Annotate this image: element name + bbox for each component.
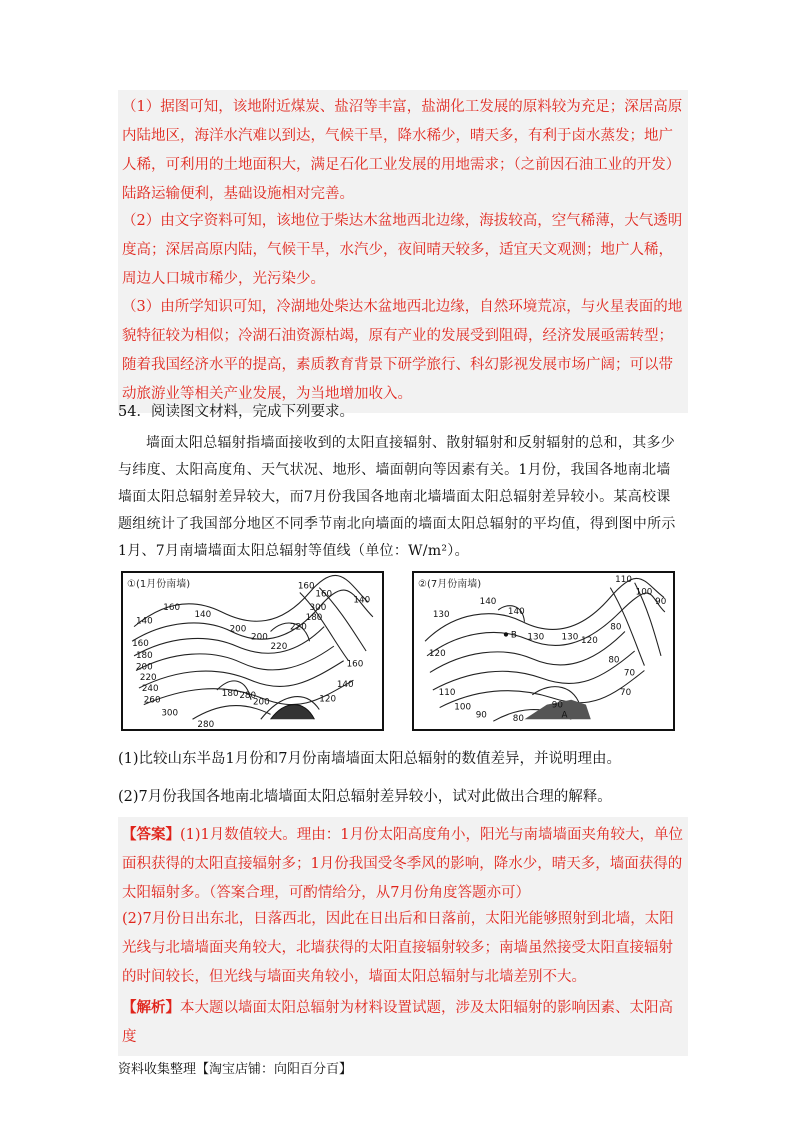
map1-label: 140 xyxy=(194,609,212,620)
map2-point-a: A xyxy=(561,710,568,721)
map1-label: 300 xyxy=(161,708,179,719)
map1-label: 220 xyxy=(139,673,157,684)
map2-title: ②(7月份南墙) xyxy=(418,579,482,590)
answer-paragraph-1: （1）据图可知，该地附近煤炭、盐沼等丰富，盐湖化工发展的原料较为充足；深居高原内陆地区，海洋水汽难以到达，气候干旱，降水稀少，晴天多，有利于卤水蒸发；地广人稀，可利用的土地面积大，满足石化工业发展的用地需求；（之前因石油工业的开发）陆路运输便利，基础设施相对完善。 xyxy=(118,90,688,213)
map1-label: 260 xyxy=(143,695,161,706)
map1-label: 200 xyxy=(229,624,247,635)
page-footer: 资料收集整理【淘宝店铺：向阳百分百】 xyxy=(118,1062,353,1077)
map1-label: 280 xyxy=(197,720,215,729)
map2-label: 110 xyxy=(615,574,632,585)
map1-label: 140 xyxy=(336,680,354,691)
map2-label: 130 xyxy=(561,632,579,643)
map2-label: 100 xyxy=(454,702,472,713)
answer-tag: 【答案】 xyxy=(122,826,180,843)
map1-title: ①(1月份南墙) xyxy=(127,579,191,590)
map2-label: 120 xyxy=(581,636,598,647)
map1-label: 200 xyxy=(251,632,268,643)
map1-label: 160 xyxy=(297,581,315,592)
answer-paragraph-2: （2）由文字资料可知，该地位于柴达木盆地西北边缘，海拔较高，空气稀薄，大气透明度高；深居高原内陆，气候干旱，水汽少，夜间晴天较多，适宜天文观测；地广人稀，周边人口城市稀少，光污染少。 xyxy=(118,204,688,298)
map2-label: 100 xyxy=(635,587,653,598)
analysis xyxy=(118,990,688,1056)
map2-label: 70 xyxy=(620,687,632,698)
map2-label: 110 xyxy=(438,687,456,698)
map2-label: 130 xyxy=(527,632,545,643)
map-january-south-wall xyxy=(121,571,384,731)
map2-label: 130 xyxy=(432,609,450,620)
answer-paragraph-3: （3）由所学知识可知，冷湖地处柴达木盆地西北边缘，自然环境荒凉，与火星表面的地貌特征较为相似；冷湖石油资源枯竭，原有产业的发展受到阻碍，经济发展亟需转型；随着我国经济水平的提高，素质教育背景下研学旅行、科幻影视发展市场广阔；可以带动旅游业等相关产业发展，为当地增加收入。 xyxy=(118,290,688,413)
map1-label: 160 xyxy=(163,603,181,614)
map1-label: 160 xyxy=(132,639,149,650)
answer-1-text: (1)1月数值较大。理由：1月份太阳高度角小，阳光与南墙墙面夹角较大，单位面积获得的太阳直接辐射多；1月份我国受冬季风的影响，降水少，晴天多，墙面获得的太阳辐射多。（答案合理，可酌情给分，从7月份角度答题亦可） xyxy=(122,827,683,901)
map1-label: 200 xyxy=(252,697,270,708)
map-january-isolines xyxy=(123,573,382,729)
map-july-isolines xyxy=(414,573,673,729)
isoline-maps xyxy=(121,571,683,731)
map1-label: 240 xyxy=(141,683,159,694)
map1-label: 280 xyxy=(239,690,257,701)
map2-label: 70 xyxy=(623,668,636,679)
map1-label: 180 xyxy=(135,650,153,661)
map1-label: 140 xyxy=(135,616,153,627)
analysis-tag: 【解析】 xyxy=(122,999,180,1016)
map1-label: 120 xyxy=(319,694,337,705)
map1-label: 160 xyxy=(315,589,333,600)
map-july-south-wall xyxy=(412,571,675,731)
question-2: (2)7月份我国各地南北墙墙面太阳总辐射差异较小，试对此做出合理的解释。 xyxy=(118,789,612,805)
question-header: 54．阅读图文材料，完成下列要求。 xyxy=(118,404,354,420)
map1-label: 180 xyxy=(305,612,323,623)
map1-label: 140 xyxy=(353,595,371,606)
map2-label: 140 xyxy=(479,597,497,608)
answer-2: (2)7月份日出东北，日落西北，因此在日出后和日落前，太阳光能够照射到北墙，太阳光线与北墙墙面夹角较大，北墙获得的太阳直接辐射较多；南墙虽然接受太阳直接辐射的时间较长，但光线与墙面夹角较小，墙面太阳总辐射与北墙差别不大。 xyxy=(118,902,688,996)
map2-label: 90 xyxy=(551,700,563,711)
map1-label: 220 xyxy=(290,622,307,633)
map2-label: 80 xyxy=(610,622,622,633)
question-intro: 墙面太阳总辐射指墙面接收到的太阳直接辐射、散射辐射和反射辐射的总和，其多少与纬度、太阳高度角、天气状况、地形、墙面朝向等因素有关。1月份，我国各地南北墙墙面太阳总辐射差异较大，而7月份我国各地南北墙墙面太阳总辐射差异较小。某高校课题组统计了我国部分地区不同季节南北向墙面的墙面太阳总辐射的平均值，得到图中所示1月、7月南墙墙面太阳总辐射等值线（单位：W/m²）。 xyxy=(118,435,676,559)
map1-label: 200 xyxy=(135,662,153,673)
map2-label: 80 xyxy=(512,714,524,725)
map1-label: 220 xyxy=(270,642,288,653)
map2-label: 120 xyxy=(428,648,446,659)
map2-label: 80 xyxy=(608,655,620,666)
answer-1 xyxy=(118,817,688,912)
analysis-text: 本大题以墙面太阳总辐射为材料设置试题，涉及太阳辐射的影响因素、太阳高度 xyxy=(122,1000,673,1045)
map2-label: 90 xyxy=(655,597,667,608)
map1-label: 180 xyxy=(221,688,239,699)
map2-label: 140 xyxy=(507,606,525,617)
map2-label: 90 xyxy=(475,710,487,721)
map1-label: 300 xyxy=(309,603,327,614)
map2-point-b: B xyxy=(510,630,517,641)
map1-label: 160 xyxy=(346,659,364,670)
question-1: (1)比较山东半岛1月份和7月份南墙墙面太阳总辐射的数值差异，并说明理由。 xyxy=(118,751,621,767)
